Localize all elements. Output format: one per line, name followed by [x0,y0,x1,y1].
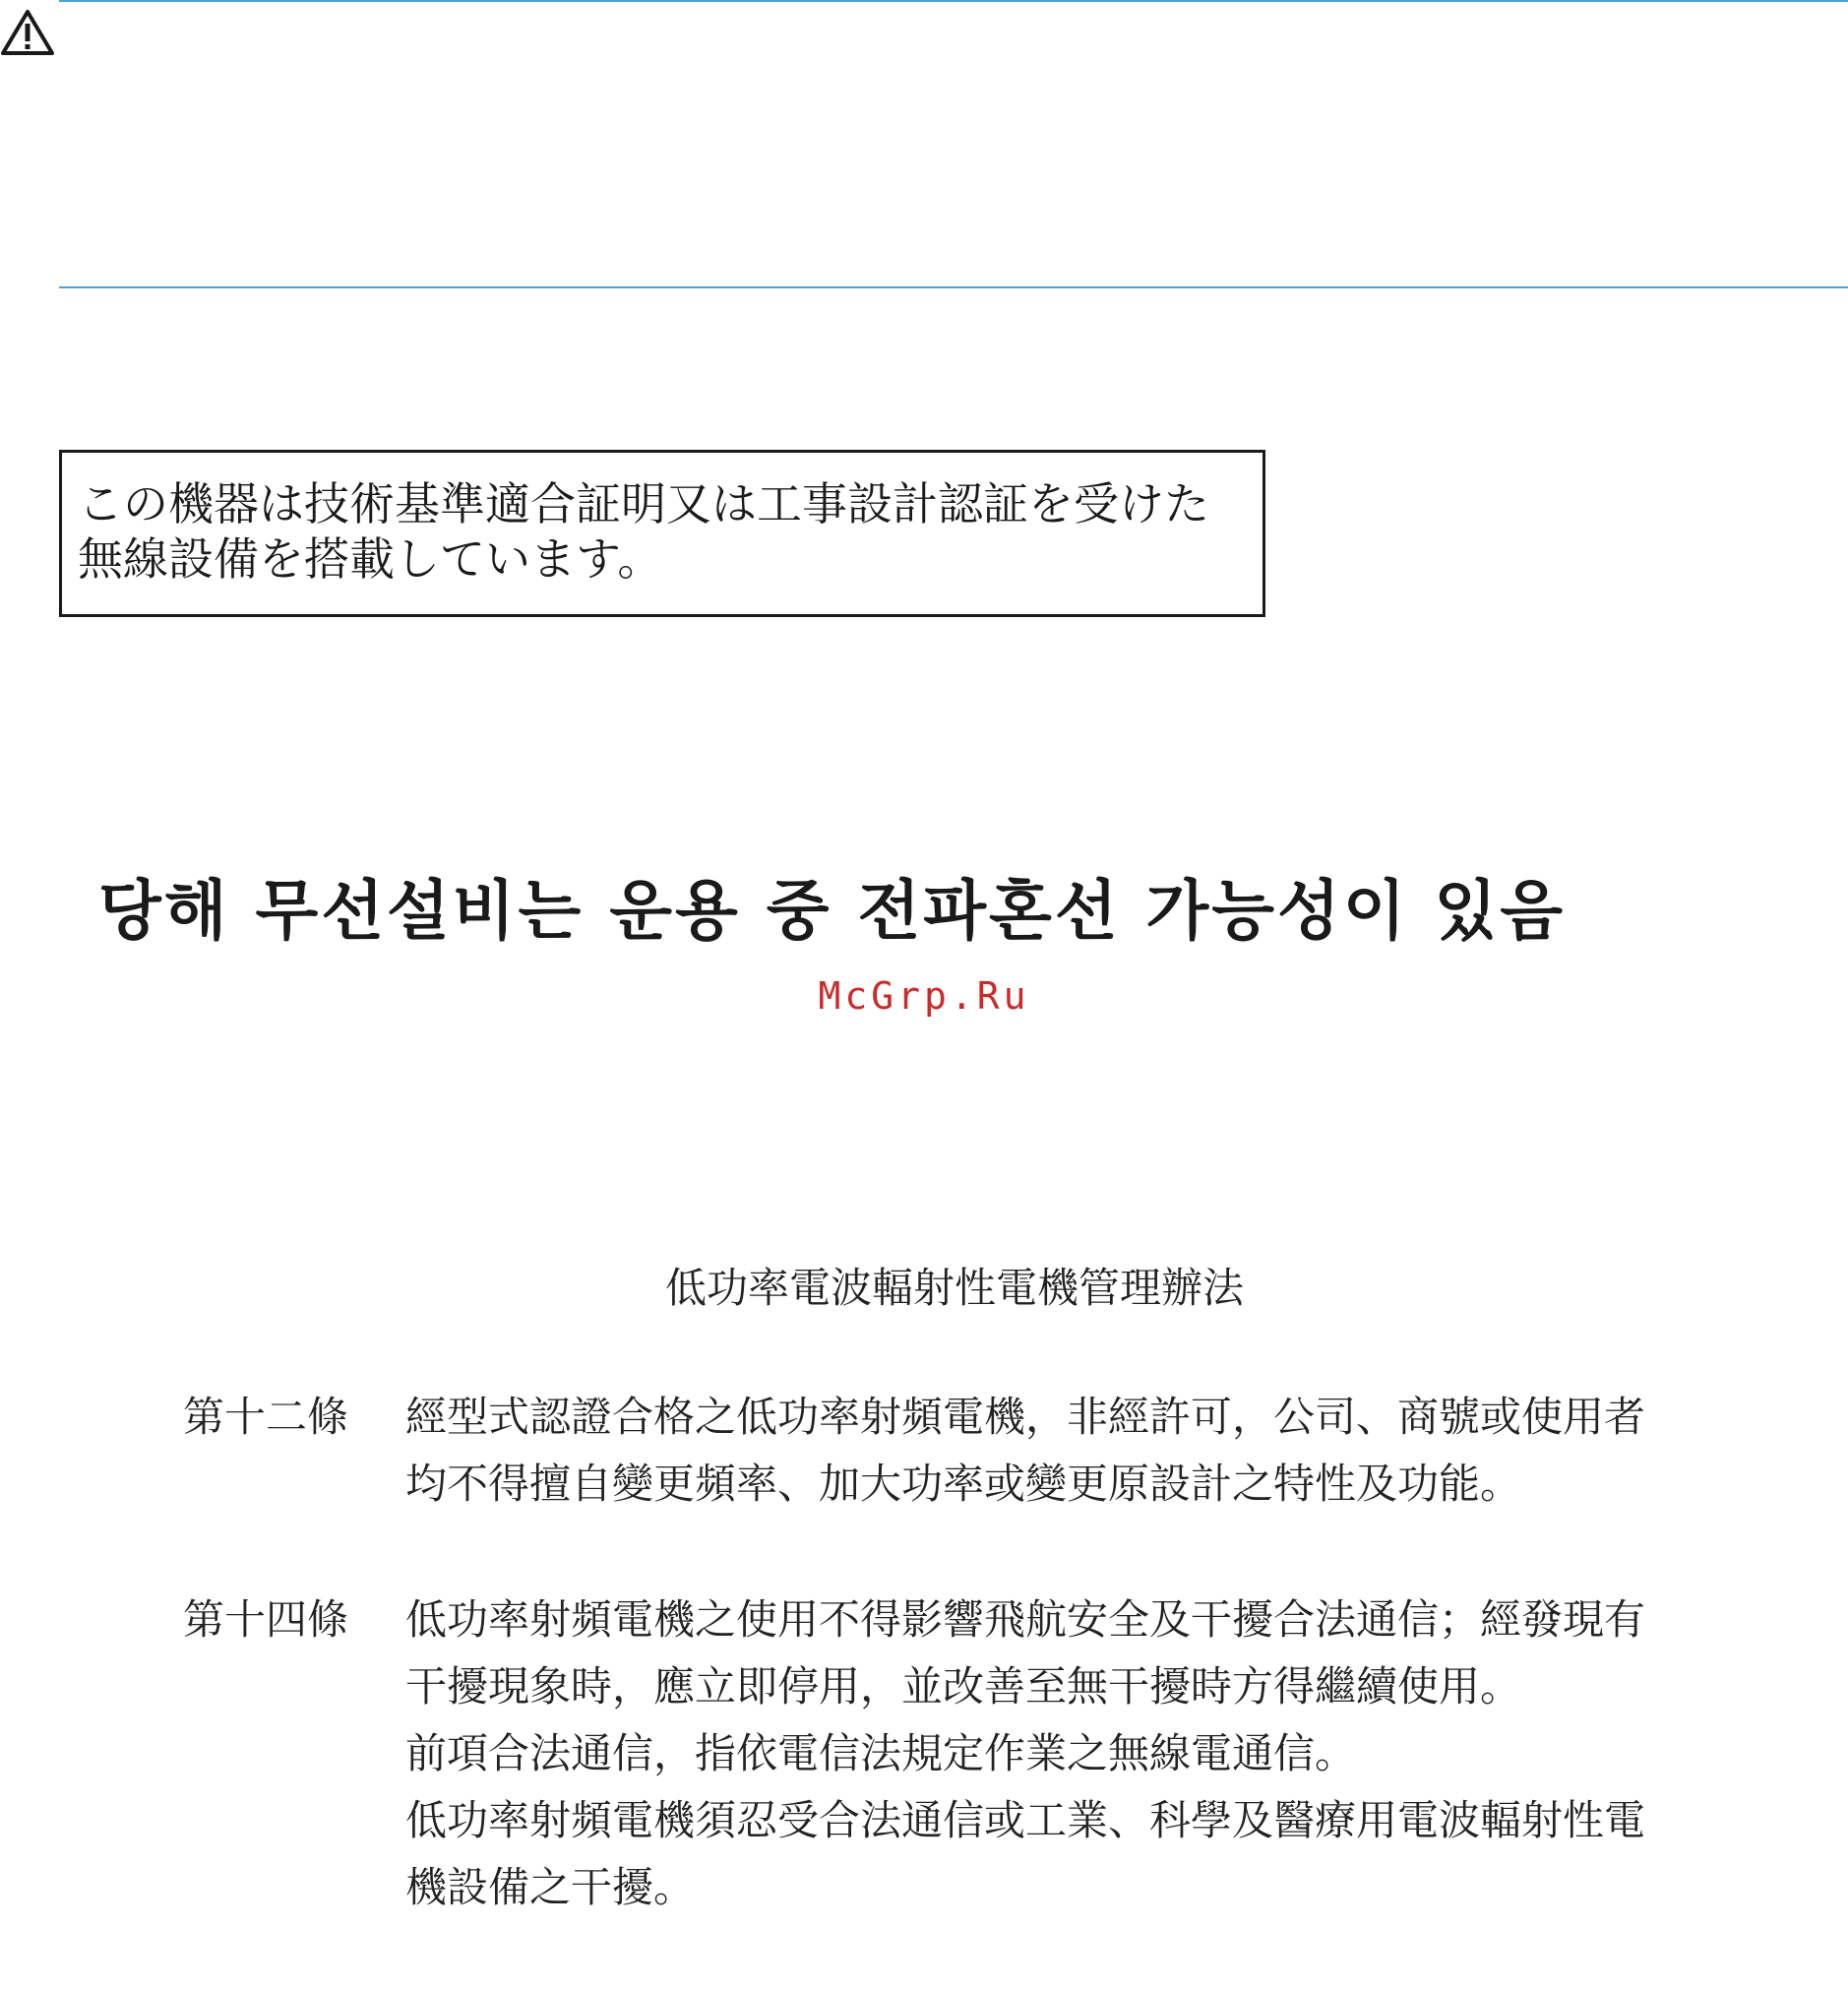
japan-notice-box [59,450,1265,617]
article-body [405,1586,1803,1921]
article-line: 干擾現象時，應立即停用，並改善至無干擾時方得繼續使用。 [405,1662,1522,1710]
korea-notice: 당해 무선설비는 운용 중 전파혼선 가능성이 있음 [98,873,1566,949]
top-divider [59,0,1848,2]
taiwan-notice-title: 低功率電波輻射性電機管理辦法 [664,1264,1244,1312]
japan-notice-line: 無線設備を搭載しています。 [78,532,663,586]
bottom-divider [59,286,1848,288]
article-label: 第十四條 [183,1595,349,1644]
article-line: 低功率射頻電機之使用不得影響飛航安全及干擾合法通信；經發現有 [405,1595,1646,1644]
article-line: 前項合法通信，指依電信法規定作業之無線電通信。 [405,1729,1357,1777]
article-body [405,1384,1803,1518]
article-line: 低功率射頻電機須忍受合法通信或工業、科學及醫療用電波輻射性電 [405,1796,1646,1844]
japan-notice-line: この機器は技術基準適合証明又は工事設計認証を受けた [78,477,1209,530]
article-line: 均不得擅自變更頻率、加大功率或變更原設計之特性及功能。 [405,1460,1522,1508]
warning-triangle-icon [0,8,55,57]
article-line: 機設備之干擾。 [405,1863,696,1911]
article-label: 第十二條 [183,1393,349,1441]
article-line: 經型式認證合格之低功率射頻電機，非經許可，公司、商號或使用者 [405,1393,1646,1441]
watermark: McGrp.Ru [818,974,1030,1018]
